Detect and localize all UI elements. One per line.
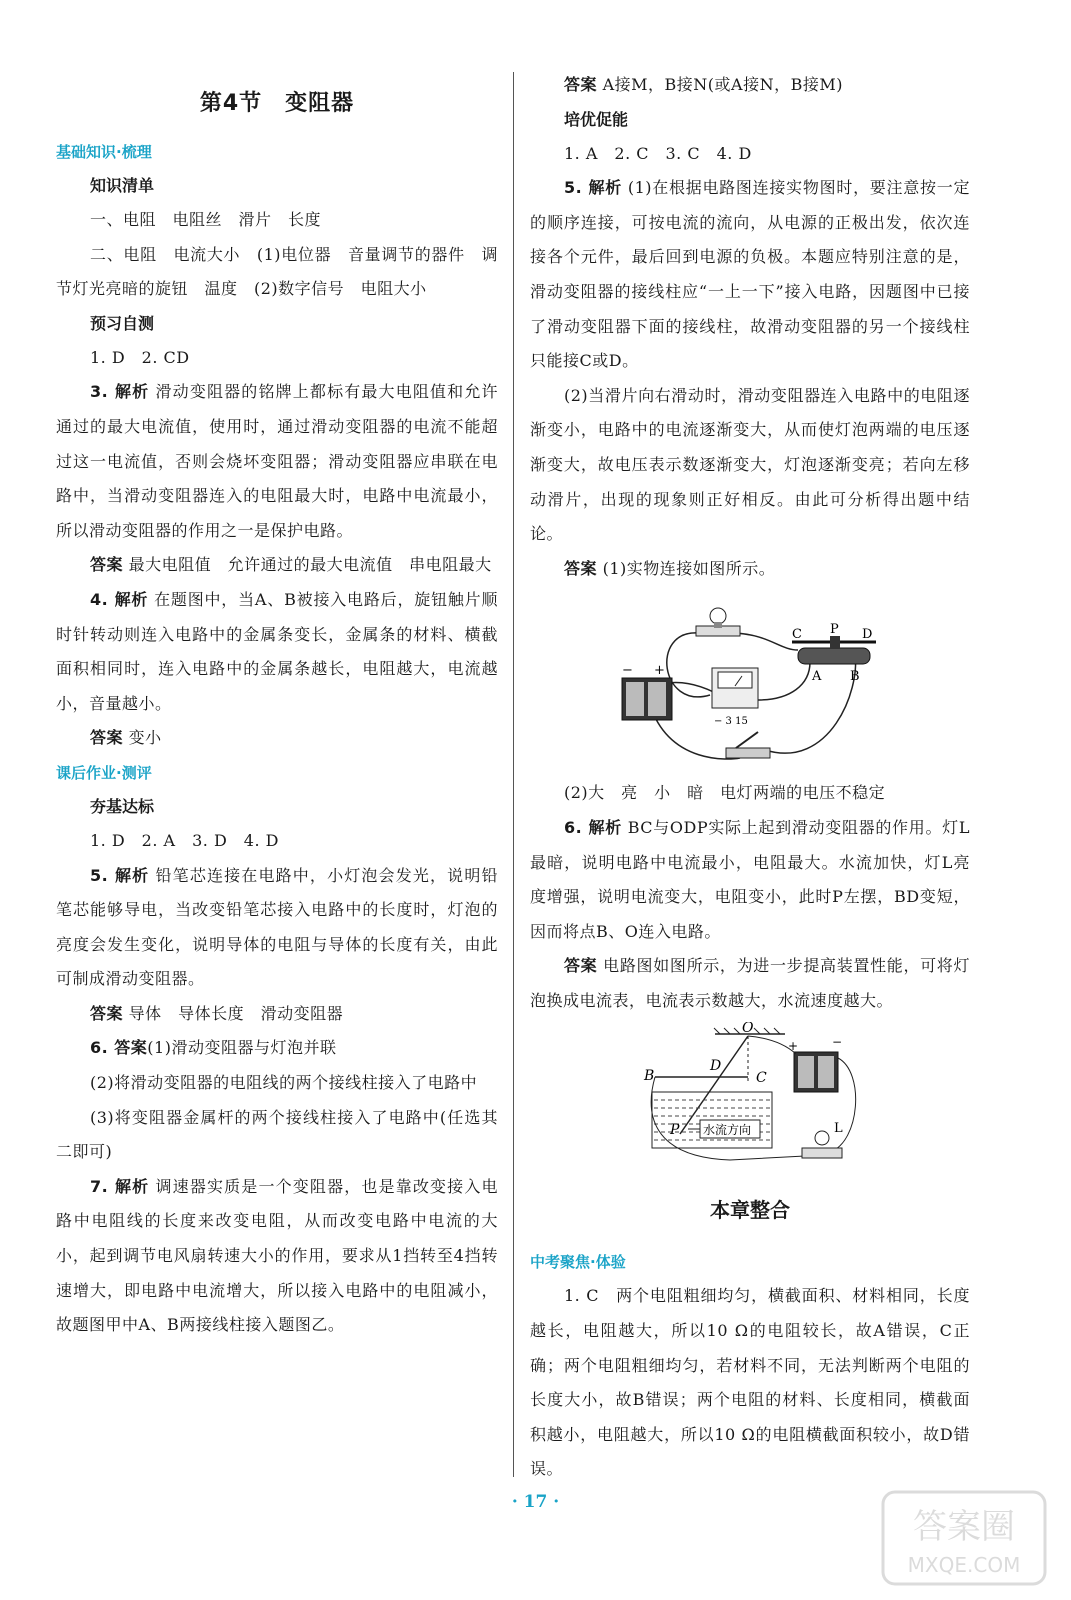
label-minus: − [622, 663, 633, 679]
circuit-figure-1 [530, 590, 970, 770]
r-answer-top [530, 68, 970, 103]
adv-q6-label: 6. 解析 [564, 817, 622, 837]
chapter-title: 本章整合 [710, 1198, 790, 1223]
adv-q6-answer [530, 949, 970, 1018]
q4-answer [56, 721, 498, 756]
adv-q6-answer-text: 电路图如图所示，为进一步提高装置性能，可将灯泡换成电流表，电流表示数越大，水流速度越大。 [530, 956, 970, 1010]
adv-q6-answer-label: 答案 [564, 956, 598, 976]
q4-answer-label: 答案 [90, 728, 124, 748]
foundation-answers: 1. D 2. A 3. D 4. D [90, 830, 279, 850]
label-plus2: + [788, 1039, 799, 1054]
hw-q7-analysis [56, 1170, 498, 1343]
adv-q5-label: 5. 解析 [564, 178, 622, 198]
circuit-diagram-1 [530, 590, 970, 770]
meter-terminals: − 3 15 [714, 716, 748, 728]
adv-q5-answer2: (2)大 亮 小 暗 电灯两端的电压不稳定 [564, 783, 886, 803]
label-d2: D [710, 1058, 722, 1075]
q4-analysis [56, 583, 498, 721]
list-item-2: 二、电阻 电流大小 (1)电位器 音量调节的器件 调节灯光亮暗的旋钮 温度 (2)数字信号 电阻大小 [56, 244, 498, 299]
hw-q6-item2: (2)将滑动变阻器的电阻线的两个接线柱接入了电路中 [90, 1073, 478, 1093]
hw-q5-analysis [56, 859, 498, 997]
subheading-advanced: 培优促能 [564, 109, 629, 129]
hw-q5-label: 5. 解析 [90, 865, 150, 885]
label-plus: + [654, 663, 665, 679]
watermark-text-2: MXQE.COM [907, 1553, 1021, 1577]
adv-q5-text1: (1)在根据电路图连接实物图时，要注意按一定的顺序连接，可按电流的流向，从电源的正极出发，依次连接各个元件，最后回到电源的负极。本题应特别注意的是，滑动变阻器的接线柱应“一上一下”接入电路，因题图中已接了滑动变阻器下面的接线柱，故滑动变阻器的另一个接线柱只能接C或D。 [530, 178, 970, 371]
label-minus2: − [832, 1035, 843, 1050]
q3-label: 3. 解析 [90, 382, 150, 402]
hw-q6-item1: (1)滑动变阻器与灯泡并联 [147, 1038, 337, 1058]
subheading-preview-test: 预习自测 [90, 313, 155, 333]
label-c2: C [756, 1070, 767, 1087]
label-a: A [812, 669, 822, 685]
q4-answer-text: 变小 [128, 728, 162, 748]
q3-answer [56, 548, 498, 583]
label-o: O [742, 1022, 754, 1037]
label-p: P [830, 622, 839, 638]
label-p2: P [670, 1122, 680, 1139]
q3-text: 滑动变阻器的铭牌上都标有最大电阻值和允许通过的最大电流值，使用时，通过滑动变阻器的电流不能超过这一电流值，否则会烧坏变阻器；滑动变阻器应串联在电路中，当滑动变阻器连入的电阻最大时，电路中电流最小，所以滑动变阻器的作用之一是保护电路。 [56, 382, 498, 540]
hw-q6-answer [56, 1031, 498, 1066]
label-d: D [862, 627, 873, 643]
q4-label: 4. 解析 [90, 589, 149, 609]
adv-q5-answer [530, 552, 970, 587]
q3-analysis [56, 375, 498, 548]
label-l: L [834, 1121, 843, 1137]
page-number: · 17 · [511, 1492, 560, 1512]
subheading-foundation: 夯基达标 [90, 796, 155, 816]
adv-q5-analysis-1 [530, 171, 970, 379]
flow-direction-label: 水流方向 [703, 1123, 752, 1138]
subheading-knowledge-list: 知识清单 [90, 176, 155, 195]
right-column [530, 68, 970, 1487]
column-divider [513, 72, 514, 1477]
preview-answers: 1. D 2. CD [90, 347, 190, 367]
q4-text: 在题图中，当A、B被接入电路后，旋钮触片顺时针转动则连入电路中的金属条变长，金属条的材料、横截面积相同时，连入电路中的金属条越长，电阻越大，电流越小，音量越小。 [56, 589, 498, 713]
list-item-1: 一、电阻 电阻丝 滑片 长度 [90, 210, 322, 229]
hw-q5-answer-label: 答案 [90, 1003, 124, 1023]
exam-q1: 1. C 两个电阻粗细均匀，横截面积、材料相同，长度越长，电阻越大，所以10 Ω的电阻较长，故A错误，C正确；两个电阻粗细均匀，若材料不同，无法判断两个电阻的长度大小，故B错误；两个电阻的材料、长度相同，横截面积越小，电阻越大，所以10 Ω的电阻横截面积较小，故D错误。 [530, 1286, 970, 1479]
label-b: B [850, 669, 860, 685]
circuit-figure-2 [530, 1022, 970, 1172]
hw-q6-label: 6. 答案 [90, 1038, 148, 1058]
r-answer-label: 答案 [564, 75, 598, 94]
hw-q5-answer [56, 997, 498, 1032]
adv-q5-answer-label: 答案 [564, 558, 598, 578]
watermark-logo [879, 1488, 1049, 1588]
hw-q5-answer-text: 导体 导体长度 滑动变阻器 [128, 1003, 344, 1023]
section-heading-exam: 中考聚焦·体验 [530, 1253, 626, 1272]
hw-q6-item3: (3)将变阻器金属杆的两个接线柱接入了电路中(任选其二即可) [56, 1107, 498, 1162]
adv-q5-answer1: (1)实物连接如图所示。 [602, 558, 776, 578]
hw-q7-text: 调速器实质是一个变阻器，也是靠改变接入电路中电阻线的长度来改变电阻，从而改变电路中电流的大小，起到调节电风扇转速大小的作用，要求从1挡转至4挡转速增大，即电路中电流增大，所以接入电路中的电阻减小，故题图甲中A、B两接线柱接入题图乙。 [56, 1176, 498, 1335]
r-answer-text: A接M，B接N(或A接N，B接M) [602, 75, 843, 94]
section-heading-homework: 课后作业·测评 [56, 763, 152, 782]
hw-q5-text: 铅笔芯连接在电路中，小灯泡会发光，说明铅笔芯能够导电，当改变铅笔芯接入电路中的长度时，灯泡的亮度会发生变化，说明导体的电阻与导体的长度有关，由此可制成滑动变阻器。 [56, 865, 498, 989]
label-c: C [792, 627, 802, 643]
adv-q5-text2: (2)当滑片向右滑动时，滑动变阻器连入电路中的电阻逐渐变小，电路中的电流逐渐变大，从而使灯泡两端的电压逐渐变大，故电压表示数逐渐变大，灯泡逐渐变亮；若向左移动滑片，出现的现象则正好相反。由此可分析得出题中结论。 [530, 385, 970, 544]
circuit-diagram-2 [530, 1022, 970, 1172]
q3-answer-label: 答案 [90, 555, 124, 575]
watermark-text-1: 答案圈 [913, 1507, 1015, 1547]
left-column [56, 68, 498, 1343]
label-b2: B [644, 1068, 655, 1085]
q3-answer-text: 最大电阻值 允许通过的最大电流值 串电阻最大 [128, 555, 492, 575]
adv-q6-analysis [530, 811, 970, 949]
advanced-answers: 1. A 2. C 3. C 4. D [564, 143, 752, 163]
section-heading-basics: 基础知识·梳理 [56, 143, 152, 161]
page-title: 第4节 变阻器 [199, 91, 355, 116]
hw-q7-label: 7. 解析 [90, 1176, 150, 1196]
adv-q6-text: BC与ODP实际上起到滑动变阻器的作用。灯L最暗，说明电路中电流最小，电阻最大。水流加快，灯L亮度增强，说明电流变大，电阻变小，此时P左摆，BD变短，因而将点B、O连入电路。 [530, 817, 970, 941]
